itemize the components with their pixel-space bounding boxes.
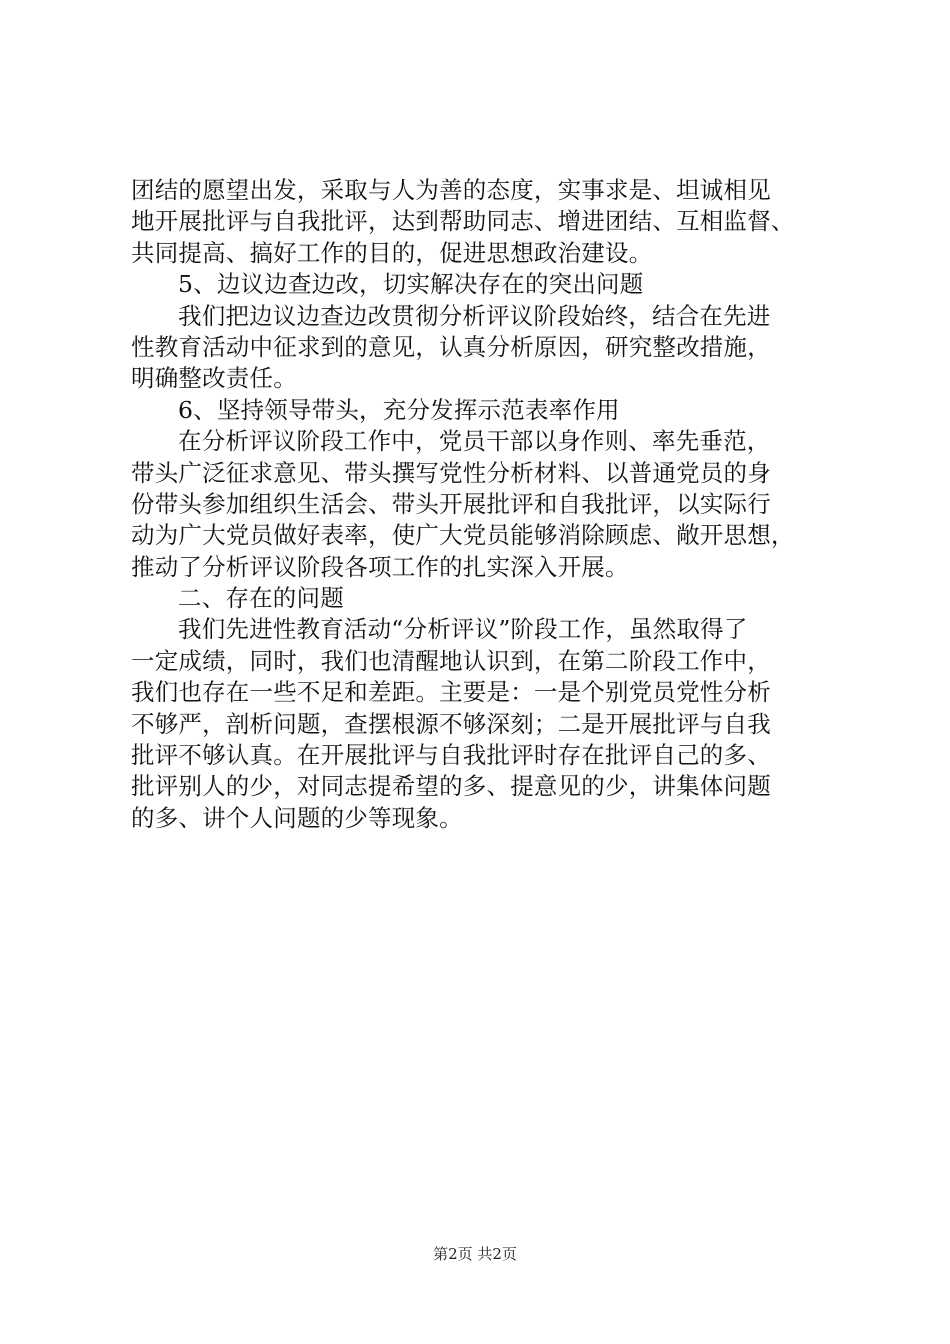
section-heading-6: 6、坚持领导带头，充分发挥示范表率作用 [178,395,620,424]
body-line: 我们把边议边查边改贯彻分析评议阶段始终，结合在先进 [178,301,771,330]
section-heading-2: 二、存在的问题 [178,584,344,613]
body-line: 地开展批评与自我批评，达到帮助同志、增进团结、互相监督、 [131,207,795,236]
body-line: 在分析评议阶段工作中，党员干部以身作则、率先垂范， [178,427,771,456]
body-line: 我们也存在一些不足和差距。主要是：一是个别党员党性分析 [131,678,771,707]
page-number-footer: 第2页 共2页 [433,1245,517,1263]
body-line: 推动了分析评议阶段各项工作的扎实深入开展。 [131,552,629,581]
body-line: 份带头参加组织生活会、带头开展批评和自我批评，以实际行 [131,489,771,518]
document-body [131,175,831,834]
body-line: 我们先进性教育活动“分析评议”阶段工作，虽然取得了 [178,615,748,644]
body-line: 不够严，剖析问题，查摆根源不够深刻；二是开展批评与自我 [131,709,771,738]
body-line: 批评不够认真。在开展批评与自我批评时存在批评自己的多、 [131,741,771,770]
body-line: 动为广大党员做好表率，使广大党员能够消除顾虑、敞开思想， [131,521,795,550]
body-line: 明确整改责任。 [131,364,297,393]
body-line: 批评别人的少，对同志提希望的多、提意见的少，讲集体问题 [131,772,771,801]
body-line: 团结的愿望出发，采取与人为善的态度，实事求是、坦诚相见 [131,176,771,204]
section-heading-5: 5、边议边查边改，切实解决存在的突出问题 [178,270,644,299]
body-line: 一定成绩，同时，我们也清醒地认识到，在第二阶段工作中， [131,646,771,675]
body-line: 的多、讲个人问题的少等现象。 [131,803,463,832]
body-line: 性教育活动中征求到的意见，认真分析原因，研究整改措施， [131,332,771,361]
body-line: 共同提高、搞好工作的目的，促进思想政治建设。 [131,238,653,267]
body-line: 带头广泛征求意见、带头撰写党性分析材料、以普通党员的身 [131,458,771,487]
